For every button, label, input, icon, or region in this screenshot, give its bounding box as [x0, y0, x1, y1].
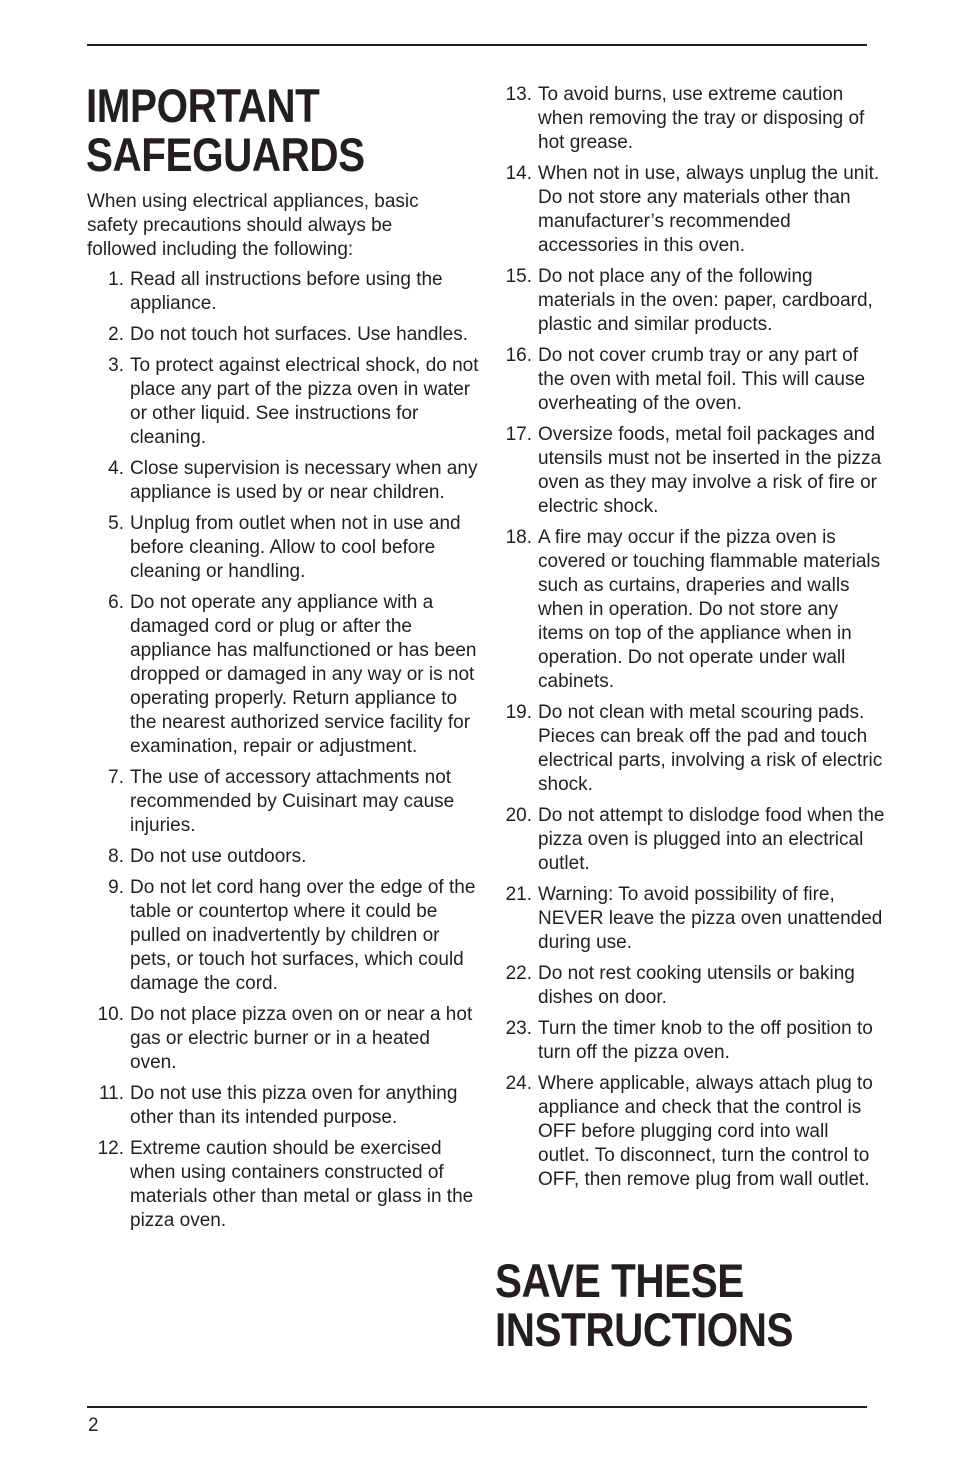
safeguard-number: 23. — [505, 1018, 532, 1039]
safeguard-item — [87, 591, 479, 759]
safeguard-number: 15. — [505, 266, 532, 287]
safeguard-item — [87, 457, 479, 505]
safeguard-item — [495, 962, 885, 1010]
safeguard-item — [495, 265, 885, 337]
safeguard-item — [87, 354, 479, 450]
safeguard-text: Do not place pizza oven on or near a hot gas or electric burner or in a heated oven. — [130, 1004, 473, 1073]
safeguard-item — [495, 1072, 885, 1192]
safeguard-number: 24. — [505, 1073, 532, 1094]
page-title — [86, 81, 365, 179]
safeguard-item — [495, 1017, 885, 1065]
safeguard-item — [87, 1137, 479, 1233]
page-number: 2 — [88, 1415, 99, 1436]
page-title-line: SAFEGUARDS — [86, 128, 365, 181]
intro-paragraph: When using electrical appliances, basic safety precautions should always be followed including the following: — [87, 191, 419, 260]
safeguard-number: 16. — [505, 345, 532, 366]
safeguard-number: 18. — [505, 527, 532, 548]
safeguard-text: Do not operate any appliance with a damaged cord or plug or after the appliance has malfunctioned or has been dropped or damaged in any way or is not operating properly. Return appliance to the nearest authorized service facility for examination, repair or adjustment. — [130, 592, 477, 757]
safeguard-text: Do not cover crumb tray or any part of the oven with metal foil. This will cause overheating of the oven. — [538, 345, 866, 414]
bottom-rule — [87, 1406, 867, 1408]
safeguard-item — [87, 766, 479, 838]
safeguard-text: Do not touch hot surfaces. Use handles. — [130, 324, 468, 345]
safeguard-text: Oversize foods, metal foil packages and utensils must not be inserted in the pizza oven as they may involve a risk of fire or electric shock. — [538, 424, 882, 517]
safeguard-item — [87, 268, 479, 316]
safeguard-text: A fire may occur if the pizza oven is covered or touching flammable materials such as curtains, draperies and walls when in operation. Do not store any items on top of the appliance when in operation. Do not operate under wall cabinets. — [538, 527, 881, 692]
safeguards-list-right — [495, 83, 885, 1199]
safeguard-item — [495, 162, 885, 258]
safeguard-item — [87, 1003, 479, 1075]
safeguard-text: The use of accessory attachments not recommended by Cuisinart may cause injuries. — [130, 767, 455, 836]
safeguard-number: 17. — [505, 424, 532, 445]
closing-heading-line: INSTRUCTIONS — [495, 1303, 793, 1356]
safeguard-text: Warning: To avoid possibility of fire, NEVER leave the pizza oven unattended during use. — [538, 884, 883, 953]
safeguard-number: 21. — [505, 884, 532, 905]
safeguard-number: 8. — [108, 846, 124, 867]
safeguard-text: Do not use this pizza oven for anything other than its intended purpose. — [130, 1083, 458, 1128]
safeguard-item — [495, 423, 885, 519]
safeguard-item — [495, 526, 885, 694]
safeguard-number: 9. — [108, 877, 124, 898]
safeguard-text: Do not use outdoors. — [130, 846, 307, 867]
safeguard-item — [87, 876, 479, 996]
safeguard-number: 3. — [108, 355, 124, 376]
safeguard-text: Where applicable, always attach plug to appliance and check that the control is OFF before plugging cord into wall outlet. To disconnect, turn the control to OFF, then remove plug from wall outlet. — [538, 1073, 873, 1190]
safeguard-text: Turn the timer knob to the off position to turn off the pizza oven. — [538, 1018, 873, 1063]
safeguard-text: Unplug from outlet when not in use and before cleaning. Allow to cool before cleaning or handling. — [130, 513, 461, 582]
safeguards-list-left — [87, 268, 479, 1240]
safeguard-item — [87, 323, 479, 347]
safeguard-number: 1. — [108, 269, 124, 290]
safeguard-number: 14. — [505, 163, 532, 184]
safeguard-text: Do not attempt to dislodge food when the pizza oven is plugged into an electrical outlet. — [538, 805, 885, 874]
closing-heading-line: SAVE THESE — [495, 1254, 744, 1307]
safeguard-number: 19. — [505, 702, 532, 723]
safeguard-number: 2. — [108, 324, 124, 345]
safeguard-item — [495, 883, 885, 955]
safeguard-item — [495, 83, 885, 155]
safeguard-number: 20. — [505, 805, 532, 826]
safeguard-text: To avoid burns, use extreme caution when removing the tray or disposing of hot grease. — [538, 84, 865, 153]
closing-heading — [495, 1256, 793, 1354]
safeguard-number: 7. — [108, 767, 124, 788]
safeguard-text: Do not rest cooking utensils or baking dishes on door. — [538, 963, 855, 1008]
safeguard-text: Do not clean with metal scouring pads. Pieces can break off the pad and touch electrical parts, involving a risk of electric shock. — [538, 702, 883, 795]
safeguard-text: Read all instructions before using the appliance. — [130, 269, 443, 314]
safeguard-text: Extreme caution should be exercised when using containers constructed of materials other than metal or glass in the pizza oven. — [130, 1138, 474, 1231]
safeguard-number: 12. — [97, 1138, 124, 1159]
safeguard-item — [87, 512, 479, 584]
safeguard-text: Close supervision is necessary when any appliance is used by or near children. — [130, 458, 478, 503]
safeguard-number: 10. — [97, 1004, 124, 1025]
safeguard-text: Do not place any of the following materials in the oven: paper, cardboard, plastic and similar products. — [538, 266, 873, 335]
safeguard-text: To protect against electrical shock, do not place any part of the pizza oven in water or other liquid. See instructions for cleaning. — [130, 355, 479, 448]
safeguard-text: Do not let cord hang over the edge of the table or countertop where it could be pulled on inadvertently by children or pets, or touch hot surfaces, which could damage the cord. — [130, 877, 476, 994]
safeguard-item — [87, 1082, 479, 1130]
safeguard-item — [495, 701, 885, 797]
safeguard-number: 13. — [505, 84, 532, 105]
safeguard-text: When not in use, always unplug the unit. Do not store any materials other than manufacturer’s recommended accessories in this oven. — [538, 163, 880, 256]
safeguard-item — [495, 804, 885, 876]
safeguard-number: 5. — [108, 513, 124, 534]
top-rule — [87, 44, 867, 46]
safeguard-number: 4. — [108, 458, 124, 479]
safeguard-number: 22. — [505, 963, 532, 984]
safeguard-item — [87, 845, 479, 869]
safeguard-number: 11. — [98, 1083, 124, 1104]
safeguard-item — [495, 344, 885, 416]
page-title-line: IMPORTANT — [86, 79, 320, 132]
safeguard-number: 6. — [108, 592, 124, 613]
